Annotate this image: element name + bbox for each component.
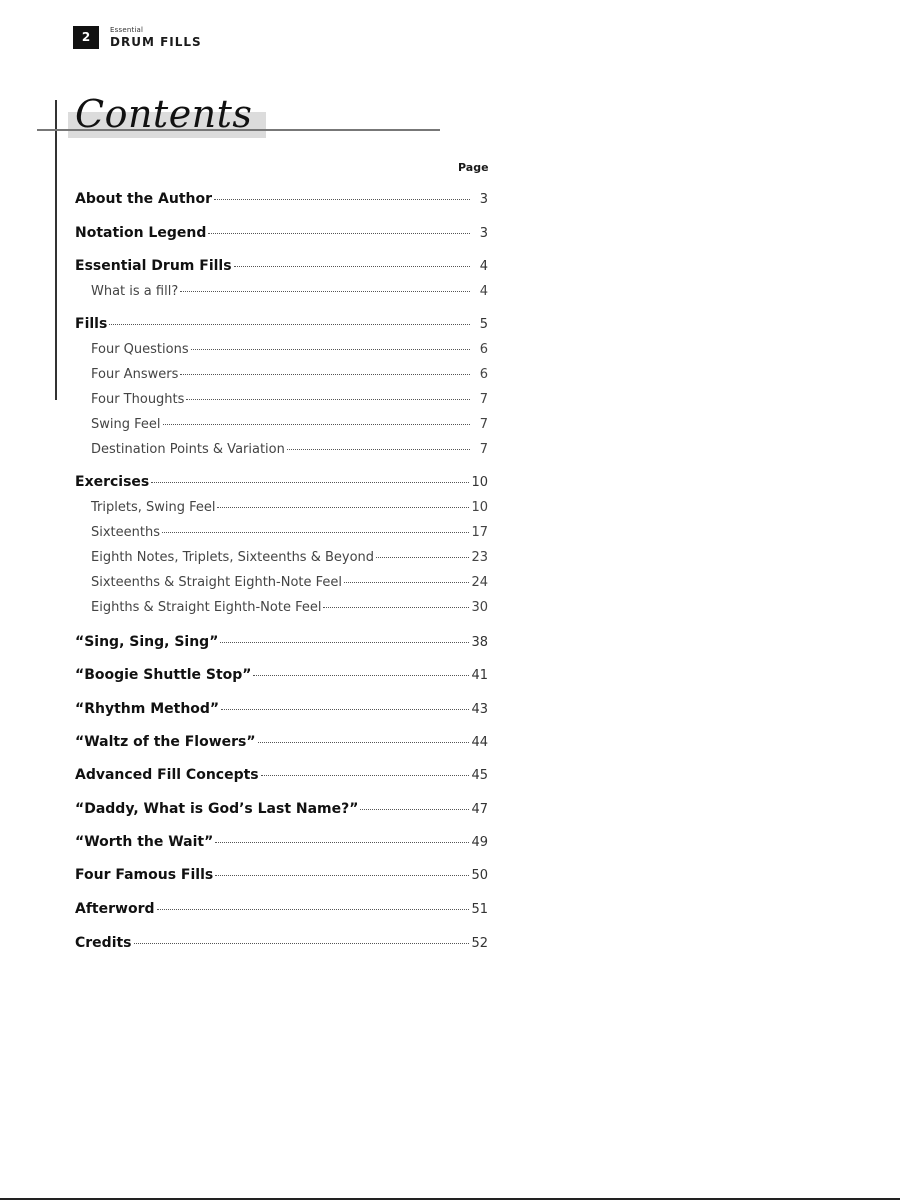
toc-entry-label: Swing Feel (91, 417, 161, 432)
toc-entry-label: Four Famous Fills (75, 867, 214, 883)
dot-leader (258, 742, 470, 743)
book-subtitle: Essential (110, 26, 144, 34)
dot-leader (323, 607, 469, 608)
toc-entry-label: “Sing, Sing, Sing” (75, 634, 219, 650)
toc-entry-page: 17 (471, 525, 488, 540)
toc-entry-page: 43 (471, 702, 488, 717)
dot-leader (287, 449, 470, 450)
toc-entry-label: Four Questions (91, 342, 189, 357)
toc-entry-label: Destination Points & Variation (91, 442, 285, 457)
toc-entry-label: Sixteenths & Straight Eighth-Note Feel (91, 575, 343, 590)
toc-entry-label: “Waltz of the Flowers” (75, 734, 256, 750)
toc-entry-label: Eighth Notes, Triplets, Sixteenths & Beyond (91, 550, 375, 565)
toc-entry-page: 6 (479, 342, 488, 357)
toc-entry (75, 701, 488, 719)
dot-leader (214, 199, 470, 200)
dot-leader (221, 709, 469, 710)
toc-entry-page: 10 (471, 500, 488, 515)
toc-entry-page: 30 (471, 600, 488, 615)
dot-leader (186, 399, 470, 400)
toc-entry-page: 49 (471, 835, 488, 850)
toc-entry (75, 600, 488, 618)
toc-entry-page: 7 (479, 442, 488, 457)
toc-entry-page: 24 (471, 575, 488, 590)
toc-entry-label: “Daddy, What is God’s Last Name?” (75, 801, 359, 817)
contents-title: Contents (75, 92, 253, 136)
dot-leader (261, 775, 470, 776)
toc-entry-page: 7 (479, 417, 488, 432)
dot-leader (215, 875, 469, 876)
toc-entry (75, 550, 488, 568)
toc-entry (75, 442, 488, 460)
toc-entry (75, 834, 488, 852)
toc-entry-label: About the Author (75, 191, 213, 207)
book-title: DRUM FILLS (110, 35, 202, 49)
toc-entry-page: 3 (479, 226, 488, 241)
toc-entry (75, 901, 488, 919)
dot-leader (180, 291, 470, 292)
toc-entry-label: Eighths & Straight Eighth-Note Feel (91, 600, 322, 615)
toc-entry (75, 867, 488, 885)
page-column-heading: Page (458, 161, 489, 174)
toc-entry-page: 6 (479, 367, 488, 382)
toc-entry-label: Advanced Fill Concepts (75, 767, 259, 783)
toc-entry (75, 225, 488, 243)
dot-leader (180, 374, 470, 375)
dot-leader (157, 909, 470, 910)
toc-entry (75, 801, 488, 819)
toc-entry-page: 23 (471, 550, 488, 565)
dot-leader (134, 943, 470, 944)
toc-entry-page: 10 (471, 475, 488, 490)
page-number-badge: 2 (73, 26, 99, 49)
toc-entry-page: 51 (471, 902, 488, 917)
toc-entry-page: 47 (471, 802, 488, 817)
toc-entry (75, 191, 488, 209)
toc-entry (75, 525, 488, 543)
toc-entry (75, 734, 488, 752)
dot-leader (217, 507, 469, 508)
toc-entry-label: Essential Drum Fills (75, 258, 232, 274)
toc-entry (75, 258, 488, 276)
toc-entry-page: 7 (479, 392, 488, 407)
toc-entry-label: Notation Legend (75, 225, 207, 241)
toc-entry-label: What is a fill? (91, 284, 179, 299)
toc-entry (75, 500, 488, 518)
toc-entry-label: Sixteenths (91, 525, 160, 540)
dot-leader (163, 424, 471, 425)
toc-entry-label: Exercises (75, 474, 150, 490)
toc-entry (75, 634, 488, 652)
toc-entry-label: Triplets, Swing Feel (91, 500, 216, 515)
toc-entry-page: 52 (471, 936, 488, 951)
toc-entry (75, 316, 488, 334)
toc-entry-label: “Rhythm Method” (75, 701, 220, 717)
dot-leader (208, 233, 470, 234)
toc-entry-label: “Boogie Shuttle Stop” (75, 667, 252, 683)
toc-entry (75, 767, 488, 785)
toc-entry-label: Credits (75, 935, 132, 951)
toc-entry (75, 284, 488, 302)
toc-entry (75, 474, 488, 492)
toc-entry-label: Four Thoughts (91, 392, 185, 407)
dot-leader (109, 324, 470, 325)
toc-entry (75, 575, 488, 593)
dot-leader (344, 582, 469, 583)
toc-entry-page: 41 (471, 668, 488, 683)
toc-entry-label: Afterword (75, 901, 155, 917)
toc-entry-page: 4 (479, 284, 488, 299)
dot-leader (360, 809, 469, 810)
toc-entry (75, 392, 488, 410)
toc-entry (75, 342, 488, 360)
toc-entry-label: Fills (75, 316, 108, 332)
dot-leader (215, 842, 469, 843)
toc-entry (75, 667, 488, 685)
dot-leader (162, 532, 469, 533)
toc-entry-page: 44 (471, 735, 488, 750)
dot-leader (151, 482, 469, 483)
dot-leader (253, 675, 469, 676)
toc-entry-page: 38 (471, 635, 488, 650)
toc-entry-page: 3 (479, 192, 488, 207)
toc-entry (75, 367, 488, 385)
dot-leader (376, 557, 469, 558)
toc-entry-label: Four Answers (91, 367, 179, 382)
toc-entry-page: 4 (479, 259, 488, 274)
toc-entry-page: 50 (471, 868, 488, 883)
toc-entry (75, 417, 488, 435)
toc-entry-page: 45 (471, 768, 488, 783)
toc-entry (75, 935, 488, 953)
toc-entry-label: “Worth the Wait” (75, 834, 214, 850)
toc-entry-page: 5 (479, 317, 488, 332)
dot-leader (234, 266, 470, 267)
dot-leader (220, 642, 469, 643)
title-vertical-rule (55, 100, 57, 400)
dot-leader (191, 349, 470, 350)
